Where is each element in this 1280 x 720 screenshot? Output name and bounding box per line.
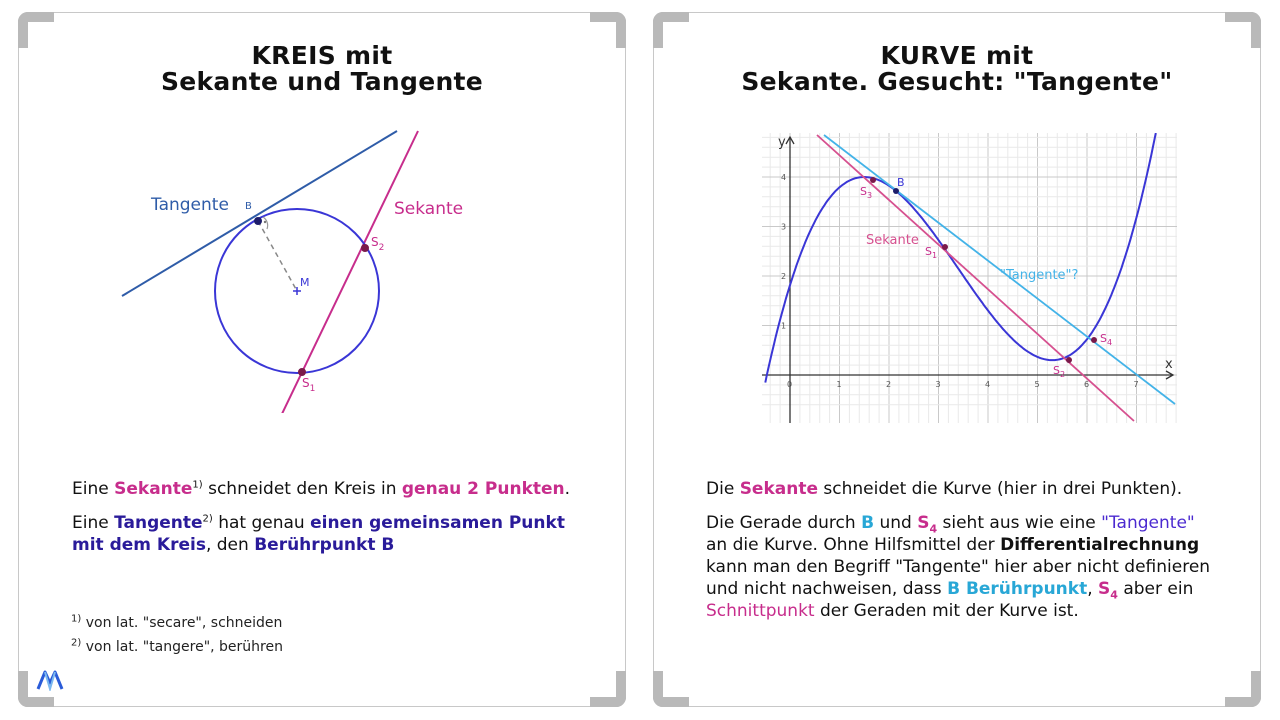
right-title-line1: KURVE mit bbox=[880, 41, 1034, 70]
x-tick-label: 6 bbox=[1084, 380, 1090, 389]
point-s3 bbox=[870, 177, 876, 183]
tangent-guess-label: "Tangente"? bbox=[1000, 268, 1079, 283]
point-s1 bbox=[299, 369, 306, 376]
sekante-term: Sekante bbox=[114, 479, 193, 499]
right-title-line2: Sekante. Gesucht: "Tangente" bbox=[741, 67, 1173, 96]
corner-decoration bbox=[590, 671, 626, 707]
corner-decoration bbox=[653, 671, 689, 707]
right-paragraph-2: Die Gerade durch B und $S_4$ sieht aus wie eine "Tangente" an die Kurve. Ohne Hilfsmittel der Differentialrechnung kann man den Begriff "Tangente" hier aber nicht definieren und nicht nachweisen, dass B Berührpunkt, $S_4$ aber ein Schnittpunkt der Geraden mit der Kurve ist. bbox=[706, 513, 1211, 621]
right-card bbox=[653, 12, 1261, 707]
differentialrechnung-term: Differentialrechnung bbox=[1000, 535, 1200, 555]
point-s1-label: $S_1$ bbox=[925, 245, 938, 260]
x-tick-label: 7 bbox=[1133, 380, 1139, 389]
point-b-group bbox=[893, 176, 905, 194]
secant-line bbox=[817, 135, 1134, 421]
right-angle-dot bbox=[264, 221, 266, 223]
circle-diagram bbox=[114, 128, 474, 413]
x-tick-label: 2 bbox=[886, 380, 892, 389]
x-tick-label: 4 bbox=[985, 380, 991, 389]
grid bbox=[762, 133, 1177, 423]
x-tick-label: 0 bbox=[787, 380, 793, 389]
x-tick-label: 1 bbox=[836, 380, 842, 389]
schnittpunkt-term: Schnittpunkt bbox=[706, 601, 815, 621]
point-b-term: B bbox=[861, 513, 875, 533]
right-text bbox=[706, 478, 1226, 634]
point-s2-label: $S_2$ bbox=[371, 235, 385, 253]
left-title-line1: KREIS mit bbox=[251, 41, 393, 70]
point-s4-group bbox=[1091, 332, 1112, 347]
beruehrpunkt-term: Berührpunkt B bbox=[254, 535, 395, 555]
point-s2 bbox=[362, 245, 369, 252]
corner-decoration bbox=[1225, 671, 1261, 707]
y-tick-label: 1 bbox=[781, 321, 787, 331]
tangent-label: Tangente bbox=[151, 195, 229, 215]
tangente-quoted-term: "Tangente" bbox=[1101, 513, 1195, 533]
left-card bbox=[18, 12, 626, 707]
curve-diagram bbox=[762, 133, 1177, 423]
genau-term: genau 2 Punkten bbox=[401, 479, 565, 499]
left-paragraph-2: Eine Tangente$^{2)}$ hat genau einen gemeinsamen Punkt mit dem Kreis, den Berührpunkt B bbox=[72, 513, 565, 555]
point-b bbox=[255, 218, 262, 225]
x-tick-label: 5 bbox=[1034, 380, 1040, 389]
right-paragraph-1: Die Sekante schneidet die Kurve (hier in drei Punkten). bbox=[706, 479, 1183, 499]
tangente-term: Tangente bbox=[114, 513, 203, 533]
x-tick-label: 3 bbox=[935, 380, 941, 389]
left-paragraph-1: Eine Sekante$^{1)}$ schneidet den Kreis in genau 2 Punkten. bbox=[72, 479, 571, 499]
point-b-label: B bbox=[245, 201, 252, 212]
point-s2 bbox=[1066, 357, 1072, 363]
point-s1 bbox=[942, 244, 948, 250]
gemeinsamer-punkt-term: einen gemeinsamen Punkt mit dem Kreis bbox=[72, 513, 565, 555]
left-title-line2: Sekante und Tangente bbox=[160, 67, 484, 96]
right-title bbox=[654, 43, 1260, 95]
point-s4 bbox=[1091, 337, 1097, 343]
x-axis-label: x bbox=[1165, 357, 1173, 372]
point-s1-label: $S_1$ bbox=[302, 376, 316, 394]
s4-term: $S_4$ bbox=[917, 513, 938, 536]
footnote-1: $^{1)}$ von lat. "secare", schneiden bbox=[71, 613, 283, 631]
secant-label: Sekante bbox=[866, 233, 919, 248]
y-tick-label: 3 bbox=[781, 222, 787, 232]
left-title bbox=[19, 43, 625, 95]
secant-label: Sekante bbox=[394, 199, 464, 219]
radius-line bbox=[258, 221, 297, 291]
b-beruehrpunkt-term: B Berührpunkt bbox=[947, 579, 1088, 599]
footnote-2: $^{2)}$ von lat. "tangere", berühren bbox=[71, 637, 283, 655]
point-b-label: B bbox=[897, 176, 905, 189]
axes bbox=[762, 135, 1173, 423]
y-tick-label: 2 bbox=[781, 272, 787, 281]
point-s3-label: $S_3$ bbox=[860, 185, 873, 200]
sekante-term: Sekante bbox=[739, 479, 818, 499]
point-m-label: M bbox=[300, 276, 310, 289]
s4b-term: $S_4$ bbox=[1098, 579, 1118, 602]
brand-logo-icon bbox=[36, 669, 64, 691]
point-s4-label: $S_4$ bbox=[1100, 332, 1113, 347]
y-axis-label: y bbox=[778, 135, 786, 150]
point-s2-label: $S_2$ bbox=[1053, 364, 1066, 379]
y-tick-label: 4 bbox=[781, 173, 787, 182]
left-text bbox=[72, 478, 572, 568]
